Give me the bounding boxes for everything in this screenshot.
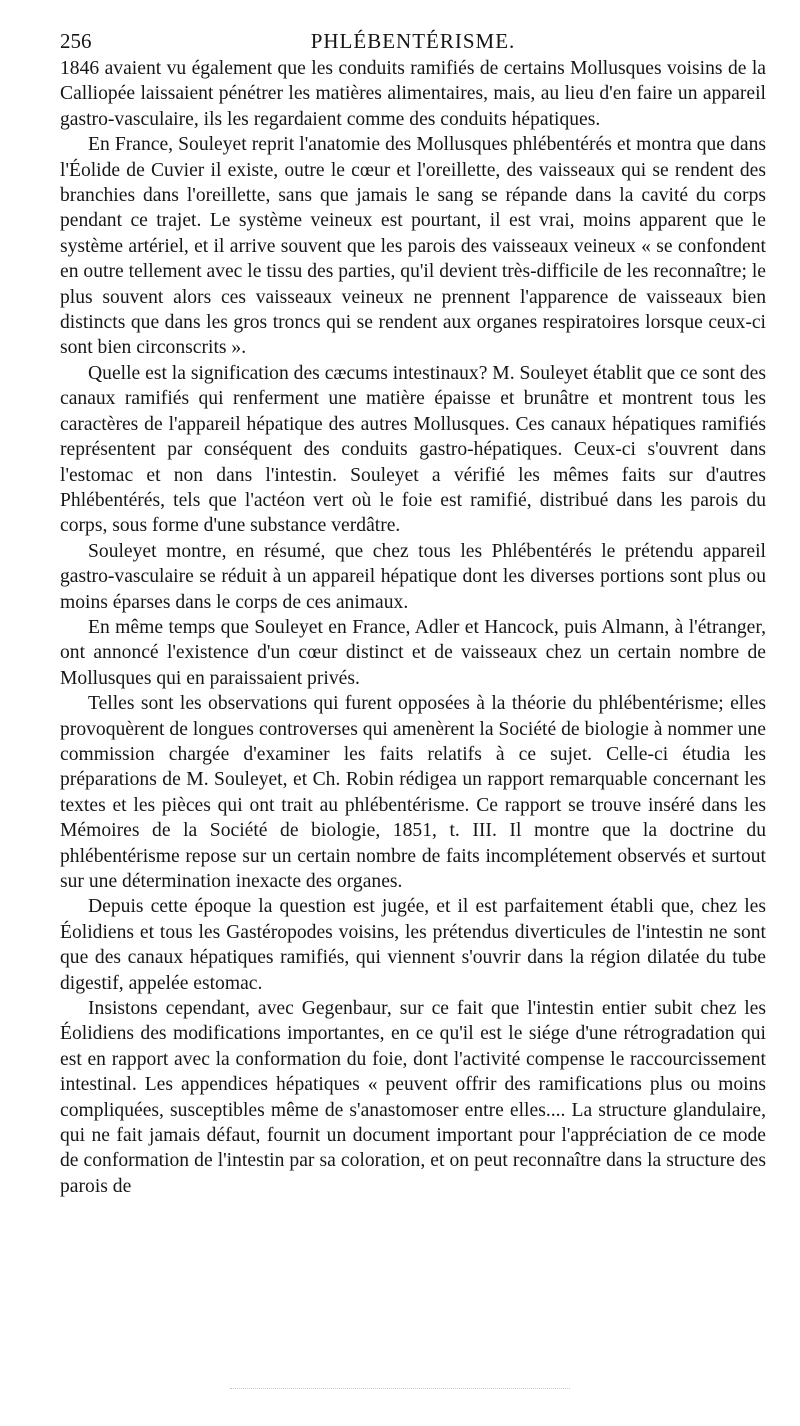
paragraph-continuation: 1846 avaient vu également que les conduits ramifiés de certains Mollusques voisins de la Calliopée laissaient pénétrer les matières alimentaires, mais, au lieu d'en faire un appareil gastro-vasculaire, ils les regardaient comme des conduits hépatiques. (60, 58, 766, 130)
paragraph-adler-hancock: En même temps que Souleyet en France, Adler et Hancock, puis Almann, à l'étranger, ont annoncé l'existence d'un cœur distinct et de vaisseaux chez un certain nombre de Mollusques qui en paraissaient privés. (60, 616, 766, 689)
paragraph-summary: Souleyet montre, en résumé, que chez tous les Phlébentérés le prétendu appareil gastro-vasculaire se réduit à un appareil hépatique dont les diverses portions sont plus ou moins éparses dans le corps de ces animaux. (60, 540, 766, 613)
paragraph-gegenbaur: Insistons cependant, avec Gegenbaur, sur ce fait que l'intestin entier subit chez les Éolidiens des modifications importantes, en ce qu'il est le siége d'une rétrogradation qui est en rapport avec la conformation du foie, dont l'activité compense le raccourcissement intestinal. Les appendices hépatiques « peuvent offrir des ramifications plus ou moins compliquées, susceptibles même de s'anastomoser entre elles.... La structure glandulaire, qui ne fait jamais défaut, fournit un document important pour l'appréciation de ce mode de conformation de l'intestin par sa coloration, et on peut reconnaître dans la structure des parois de (60, 998, 766, 1197)
paragraph-observations: Telles sont les observations qui furent opposées à la théorie du phlébentérisme; elles provoquèrent de longues controverses qui amenèrent la Société de biologie à nommer une commission chargée d'examiner les faits relatifs à ce sujet. Celle-ci étudia les préparations de M. Souleyet, et Ch. Robin rédigea un rapport remarquable concernant les textes et les pièces qui ont trait au phlébentérisme. Ce rapport se trouve inséré dans les Mémoires de la Société de biologie, 1851, t. III. Il montre que la doctrine du phlébentérisme repose sur un certain nombre de faits incomplétement observés et surtout sur une détermination inexacte des organes. (60, 693, 766, 892)
body-text (60, 56, 766, 1199)
paragraph-souleyet-anatomy: En France, Souleyet reprit l'anatomie des Mollusques phlébentérés et montra que dans l'Éolide de Cuvier il existe, outre le cœur et l'oreillette, des vaisseaux qui se rendent des branchies dans l'oreillette, sans que jamais le sang se répande dans la cavité du corps pendant ce trajet. Le système veineux est pourtant, il est vrai, moins apparent que le système artériel, et il arrive souvent que les parois des vaisseaux veineux « se confondent en outre tellement avec le tissu des parties, qu'il devient très-difficile de les reconnaître; le plus souvent alors ces vaisseaux veineux ne prennent l'apparence de vaisseaux bien distincts que dans les gros troncs qui se rendent aux organes respiratoires lorsque ceux-ci sont bien circonscrits ». (60, 134, 766, 359)
book-page (60, 26, 766, 1199)
paragraph-question-judged: Depuis cette époque la question est jugée, et il est parfaitement établi que, chez les Éolidiens et tous les Gastéropodes voisins, les prétendus diverticules de l'intestin ne sont que des canaux hépatiques ramifiés, qui viennent s'ouvrir dans la région dilatée du tube digestif, appelée estomac. (60, 896, 766, 994)
page-bottom-marks (230, 1388, 570, 1393)
running-title: PHLÉBENTÉRISME. (310, 29, 516, 53)
page-number: 256 (60, 29, 92, 53)
running-header (60, 26, 766, 56)
paragraph-caecums: Quelle est la signification des cæcums intestinaux? M. Souleyet établit que ce sont des canaux ramifiés qui renferment une matière épaisse et brunâtre et montrent tous les caractères de l'appareil hépatique des autres Mollusques. Ces canaux hépatiques ramifiés représentent par conséquent des conduits gastro-hépatiques. Ceux-ci s'ouvrent dans l'estomac et non dans l'intestin. Souleyet a vérifié les mêmes faits sur d'autres Phlébentérés, tels que l'actéon vert où le foie est ramifié, distribué dans les parois du corps, sous forme d'une substance verdâtre. (60, 362, 767, 537)
